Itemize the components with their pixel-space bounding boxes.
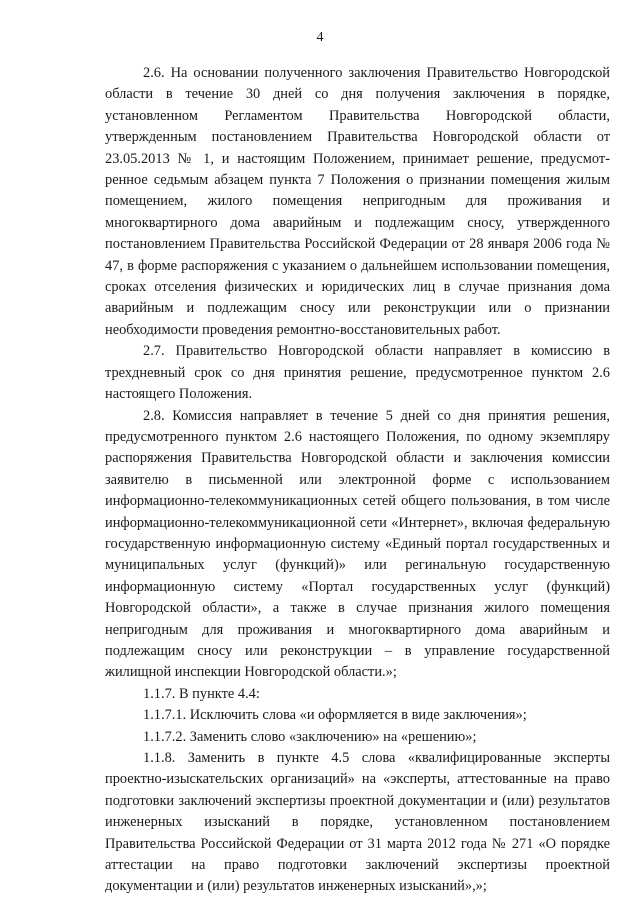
paragraph-1-1-7: 1.1.7. В пункте 4.4:	[143, 685, 260, 702]
paragraph-2-6: 2.6. На основании полученного заключения Правительство Новгородской области в течение 30 дней со дня получения заключения в порядке, установленном Регламентом Правительства Новгородской области, утвержденным постановлением Правительства Новгородской области от 23.05.2013 № 1, и настоящим Положением, принимает решение, предусмотренное седьмым абзацем пункта 7 Положения о признании помещения жилым помещением, жилого помещения непригодным для проживания и многоквартирного дома аварийным и подлежащим сносу, утвержденного постановлением Правительства Российской Федерации от 28 января 2006 года № 47, в форме распоряжения с указанием о дальнейшем использовании помещения, сроках отселения физических и юридических лиц в случае признания дома аварийным и подлежащим сносу или реконструкции или о признании необходимости проведения ремонтно-восстановительных работ.	[105, 65, 610, 338]
paragraph-1-1-7-1: 1.1.7.1. Исключить слова «и оформляется в виде заключения»;	[143, 707, 527, 724]
paragraph-2-7: 2.7. Правительство Новгородской области направляет в комиссию в трехдневный срок со дня принятия решение, предусмотренное пунктом 2.6 настоящего Положения.	[105, 343, 610, 403]
paragraph-1-1-7-2: 1.1.7.2. Заменить слово «заключению» на «решению»;	[143, 728, 477, 745]
document-body	[105, 63, 610, 898]
page-number: 4	[316, 30, 324, 45]
paragraph-1-1-8: 1.1.8. Заменить в пункте 4.5 слова «квалифицированные эксперты проектно-изыскательских организаций» на «эксперты, аттестованные на право подготовки заключений экспертизы проектной документации и (или) результатов инженерных изысканий в порядке, установленном постановлением Правительства Российской Федерации от 31 марта 2012 года № 271 «О порядке аттестации на право подготовки заключений экспертизы проектной документации и (или) результатов инженерных изысканий»,»;	[105, 750, 610, 895]
paragraph-2-8: 2.8. Комиссия направляет в течение 5 дней со дня принятия решения, предусмотренного пунктом 2.6 настоящего Положения, по одному экземпляру распоряжения Правительства Новгородской области и заключения комиссии заявителю в письменной или электронной форме с использованием информационно-телекоммуникационных сетей общего пользования, в том числе информационно-телекоммуникационной сети «Интернет», включая федеральную государственную информационную систему «Единый портал государственных и муниципальных услуг (функций)» или регинальную государственную информационную систему «Портал государственных услуг (функций) Новгородской области», а также в случае признания жилого помещения непригодным для проживания и многоквартирного дома аварийным и подлежащим сносу или реконструкции – в управление государственной жилищной инспекции Новгородской области.»;	[105, 407, 610, 681]
